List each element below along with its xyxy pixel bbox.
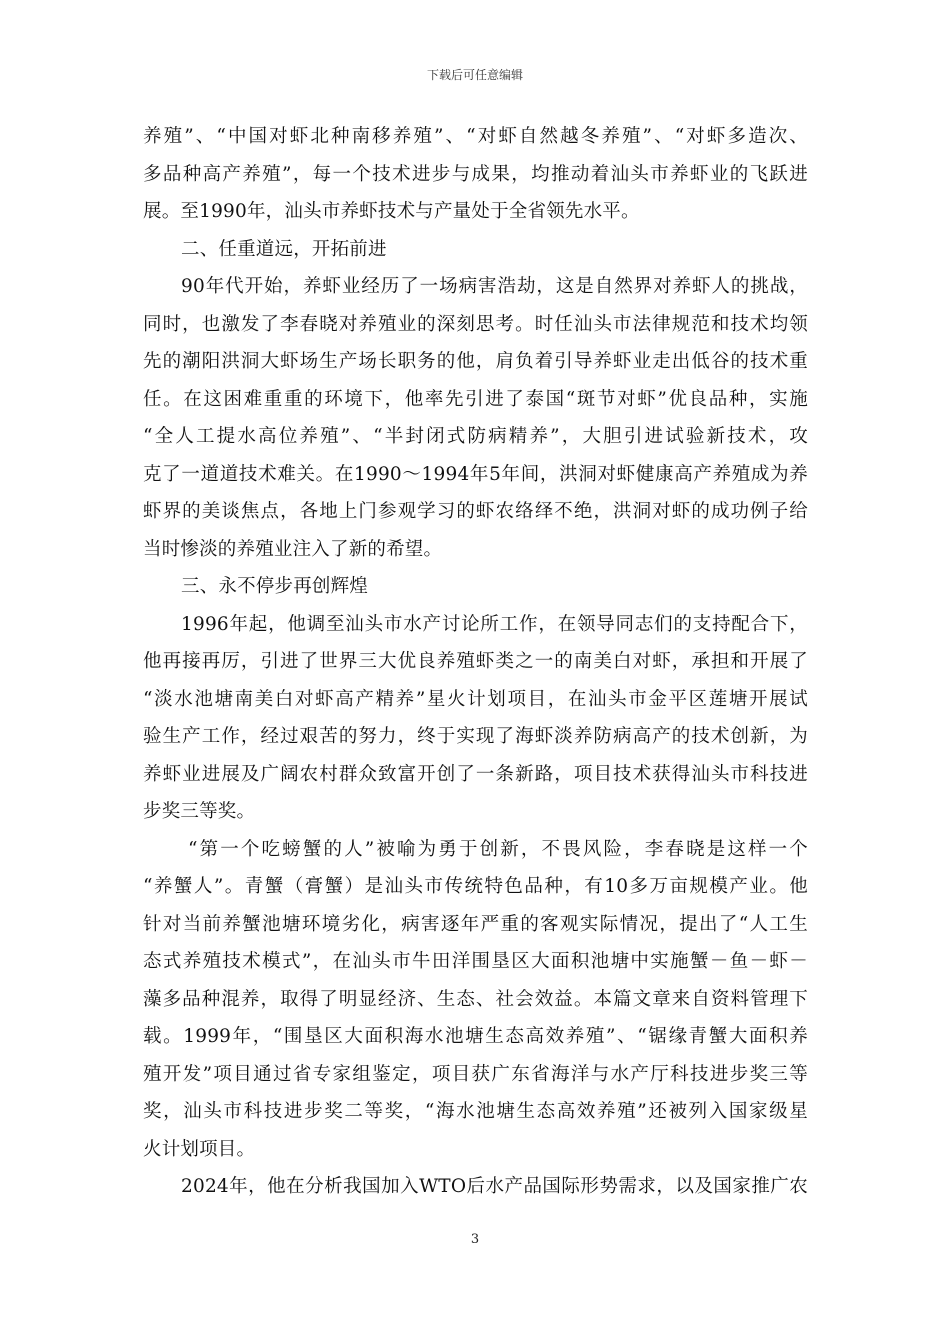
text-line: 养殖”、“中国对虾北种南移养殖”、“对虾自然越冬养殖”、“对虾多造次、 [143, 126, 808, 147]
text-line: 殖开发”项目通过省专家组鉴定，项目获广东省海洋与水产厅科技进步奖三等 [143, 1063, 808, 1085]
text-line: 1996年起，他调至汕头市水产讨论所工作，在领导同志们的支持配合下， [181, 613, 808, 635]
text-line: 虾界的美谈焦点，各地上门参观学习的虾农络绎不绝，洪洞对虾的成功例子给 [143, 501, 808, 522]
section-heading: 二、任重道远，开拓前进 [181, 238, 387, 260]
document-body [143, 118, 808, 1206]
text-line: 克了一道道技术难关。在1990～1994年5年间，洪洞对虾健康高产养殖成为养 [143, 463, 808, 485]
section-heading: 三、永不停步再创辉煌 [181, 576, 369, 597]
text-line: 态式养殖技术模式”，在汕头市牛田洋围垦区大面积池塘中实施蟹－鱼－虾－ [143, 951, 808, 972]
text-line: 任。在这困难重重的环境下，他率先引进了泰国“斑节对虾”优良品种，实施 [143, 388, 808, 410]
page-header: 下载后可任意编辑 [426, 68, 523, 82]
text-line: 他再接再厉，引进了世界三大优良养殖虾类之一的南美白对虾，承担和开展了 [143, 651, 808, 672]
text-line: “养蟹人”。青蟹（膏蟹）是汕头市传统特色品种，有10多万亩规模产业。他 [143, 876, 808, 897]
text-line: 针对当前养蟹池塘环境劣化，病害逐年严重的客观实际情况，提出了“人工生 [143, 913, 808, 935]
text-line: 载。1999年，“围垦区大面积海水池塘生态高效养殖”、“锯缘青蟹大面积养 [143, 1026, 808, 1047]
text-line: 验生产工作，经过艰苦的努力，终于实现了海虾淡养防病高产的技术创新，为 [143, 726, 808, 747]
text-line: “淡水池塘南美白对虾高产精养”星火计划项目，在汕头市金平区莲塘开展试 [143, 688, 808, 710]
text-line: “全人工提水高位养殖”、“半封闭式防病精养”，大胆引进试验新技术，攻 [143, 426, 808, 447]
text-line: 藻多品种混养，取得了明显经济、生态、社会效益。本篇文章来自资料管理下 [143, 988, 808, 1010]
text-line: 90年代开始，养虾业经历了一场病害浩劫，这是自然界对养虾人的挑战， [181, 276, 808, 297]
text-line: 当时惨淡的养殖业注入了新的希望。 [143, 538, 443, 560]
text-line: 步奖三等奖。 [143, 801, 256, 822]
text-line: 同时，也激发了李春晓对养殖业的深刻思考。时任汕头市法律规范和技术均领 [143, 313, 808, 335]
text-line: 先的潮阳洪洞大虾场生产场长职务的他，肩负着引导养虾业走出低谷的技术重 [143, 351, 808, 372]
text-line: 2024年，他在分析我国加入WTO后水产品国际形势需求，以及国家推广农 [181, 1176, 808, 1197]
text-line: “第一个吃螃蟹的人”被喻为勇于创新，不畏风险，李春晓是这样一个 [188, 838, 808, 860]
text-line: 养虾业进展及广阔农村群众致富开创了一条新路，项目技术获得汕头市科技进 [143, 763, 808, 785]
page-number: 3 [470, 1232, 480, 1247]
text-line: 奖，汕头市科技进步奖二等奖，“海水池塘生态高效养殖”还被列入国家级星 [143, 1101, 808, 1122]
text-line: 多品种高产养殖”，每一个技术进步与成果，均推动着汕头市养虾业的飞跃进 [143, 163, 808, 185]
text-line: 展。至1990年，汕头市养虾技术与产量处于全省领先水平。 [143, 201, 640, 222]
text-line: 火计划项目。 [143, 1138, 256, 1160]
